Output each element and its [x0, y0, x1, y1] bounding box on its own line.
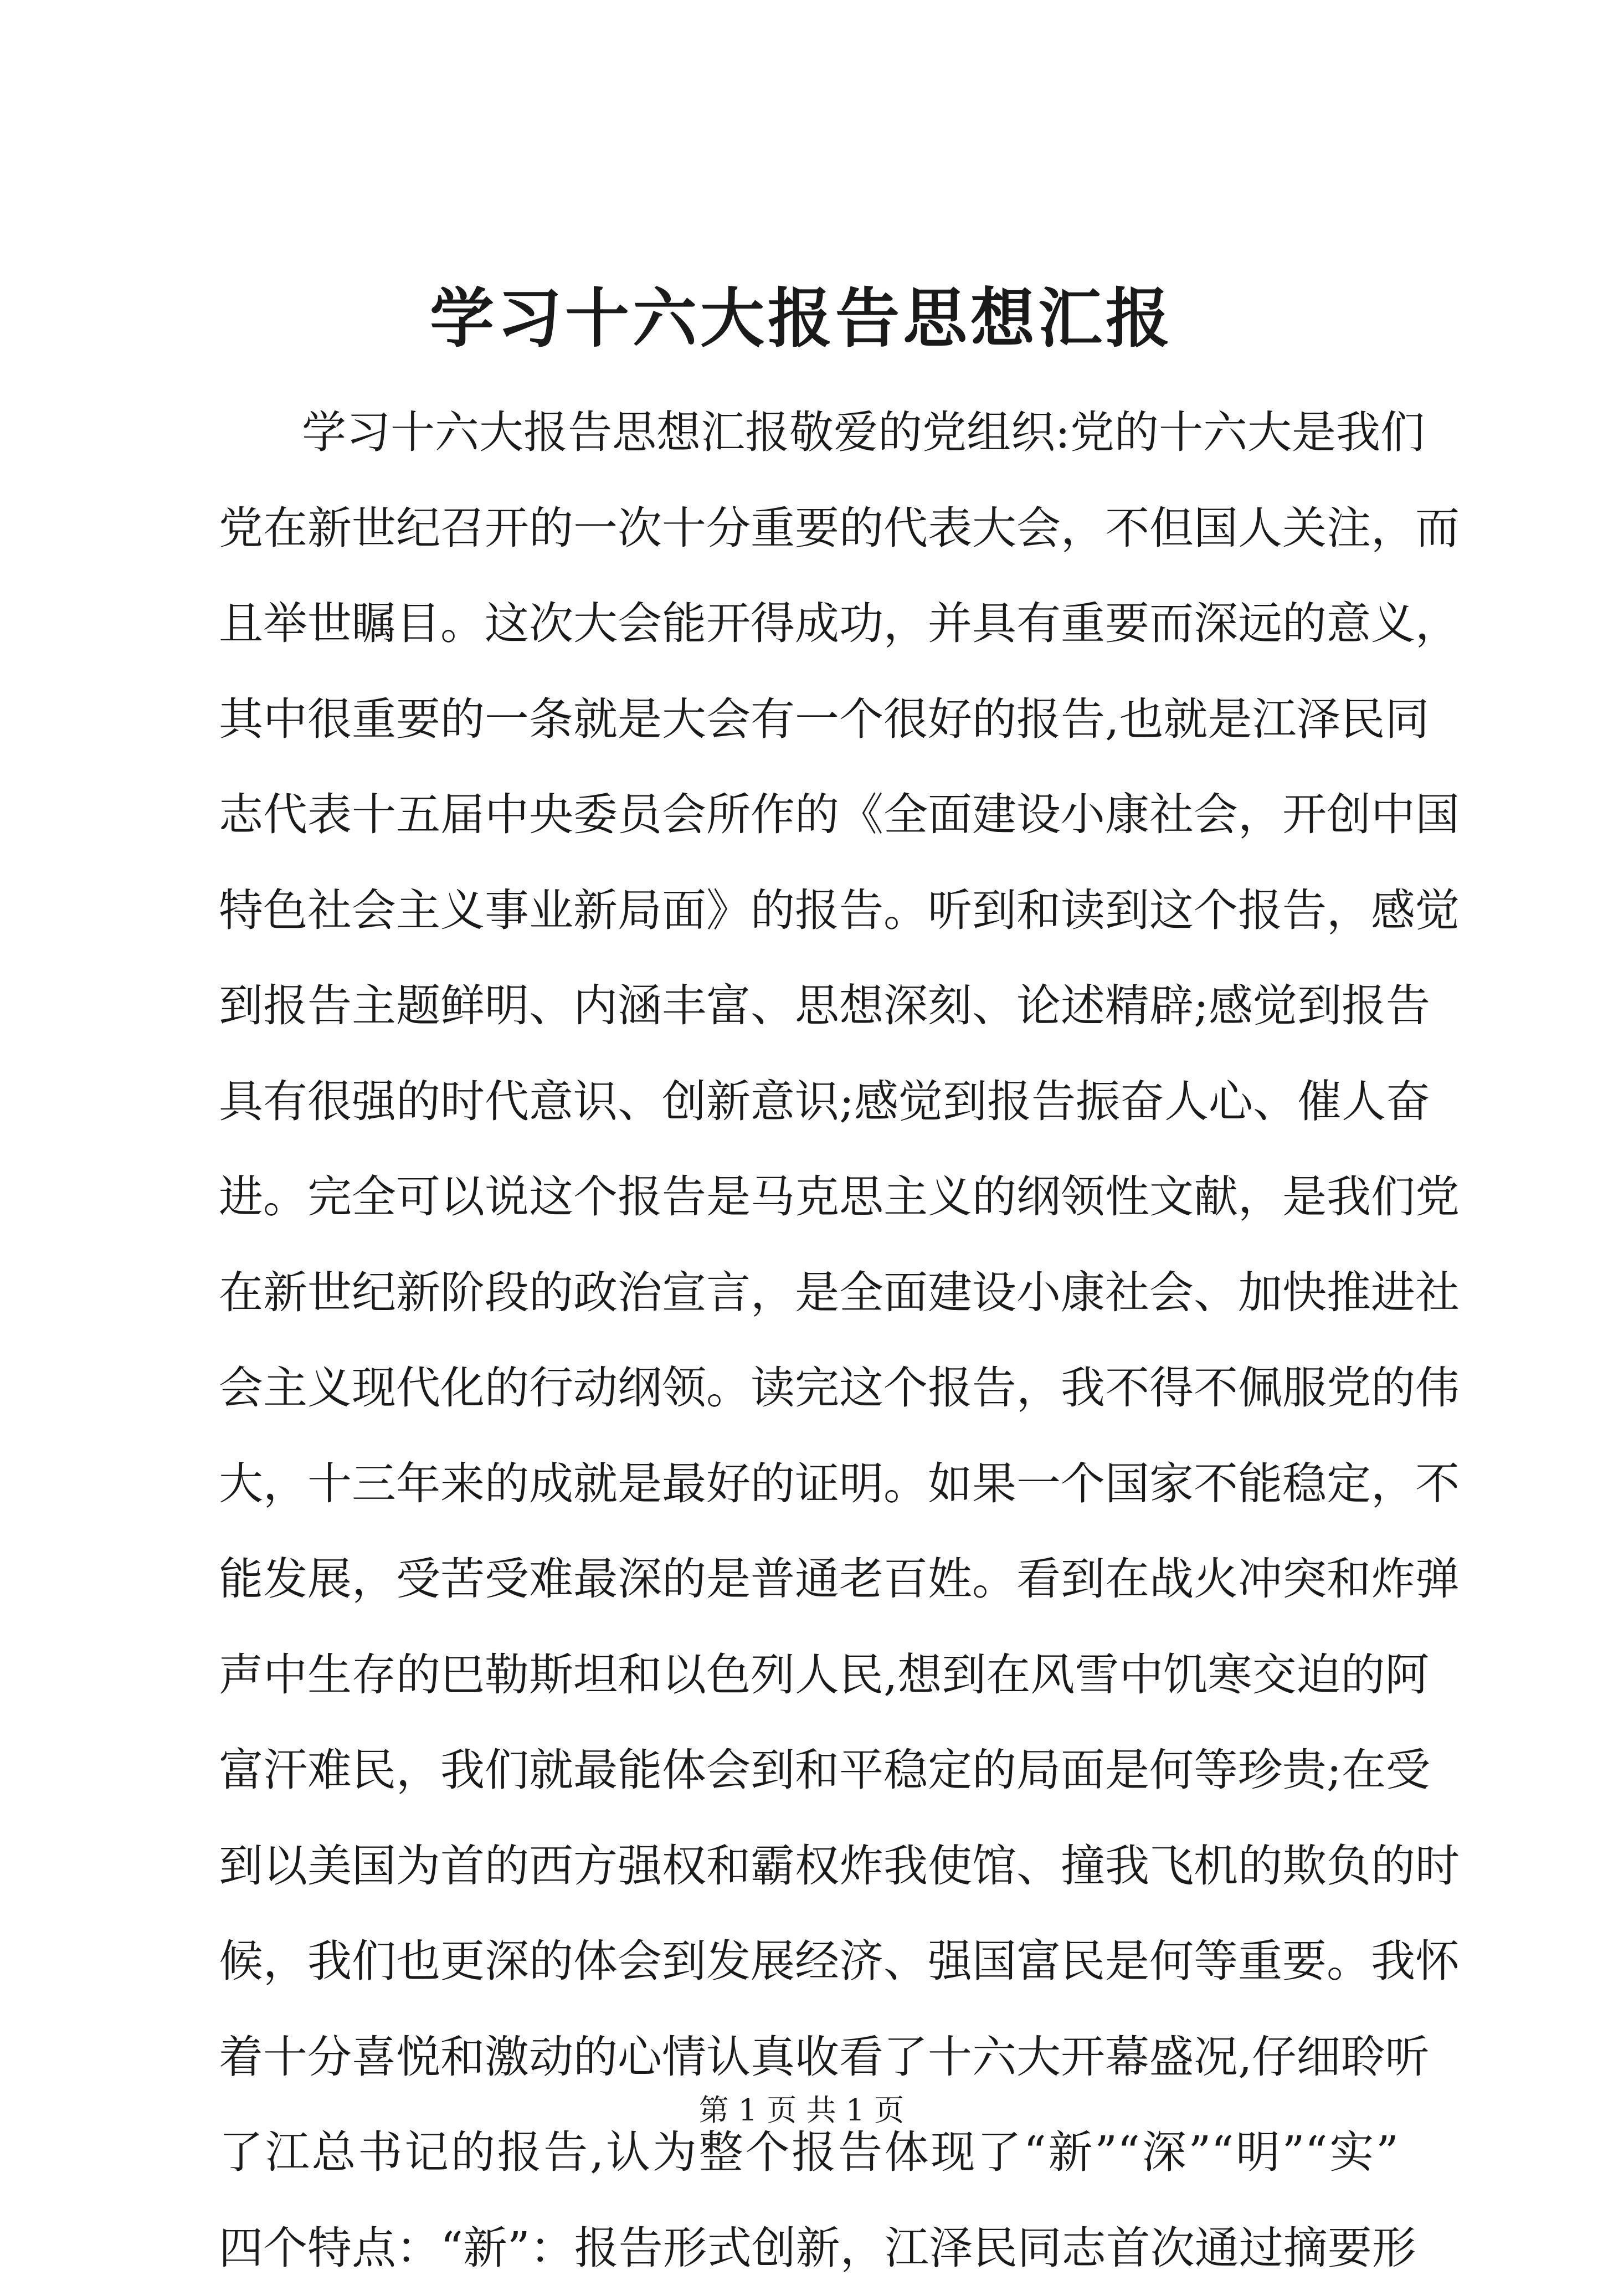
body-line: 进。完全可以说这个报告是马克思主义的纲领性文献，是我们党	[219, 1149, 1399, 1245]
body-line: 特色社会主义事业新局面》的报告。听到和读到这个报告，感觉	[219, 863, 1399, 959]
body-line: 且举世瞩目。这次大会能开得成功，并具有重要而深远的意义，	[219, 576, 1399, 672]
body-line: 其中很重要的一条就是大会有一个很好的报告,也就是江泽民同	[219, 672, 1399, 768]
body-line: 学习十六大报告思想汇报敬爱的党组织:党的十六大是我们	[219, 385, 1399, 481]
body-line: 四个特点：“新”：报告形式创新，江泽民同志首次通过摘要形	[219, 2201, 1399, 2296]
body-line: 候，我们也更深的体会到发展经济、强国富民是何等重要。我怀	[219, 1914, 1399, 2010]
body-line: 具有很强的时代意识、创新意识;感觉到报告振奋人心、催人奋	[219, 1054, 1399, 1150]
body-line: 声中生存的巴勒斯坦和以色列人民,想到在风雪中饥寒交迫的阿	[219, 1627, 1399, 1723]
document-body	[219, 385, 1399, 2296]
body-line: 着十分喜悦和激动的心情认真收看了十六大开幕盛况,仔细聆听	[219, 2010, 1399, 2105]
body-line: 到以美国为首的西方强权和霸权炸我使馆、撞我飞机的欺负的时	[219, 1819, 1399, 1914]
body-line: 大，十三年来的成就是最好的证明。如果一个国家不能稳定，不	[219, 1436, 1399, 1532]
page-footer: 第 1 页 共 1 页	[0, 2091, 1603, 2130]
body-line: 党在新世纪召开的一次十分重要的代表大会，不但国人关注，而	[219, 481, 1399, 577]
body-line: 能发展，受苦受难最深的是普通老百姓。看到在战火冲突和炸弹	[219, 1532, 1399, 1627]
body-line: 富汗难民，我们就最能体会到和平稳定的局面是何等珍贵;在受	[219, 1723, 1399, 1819]
document-title: 学习十六大报告思想汇报	[0, 280, 1603, 357]
body-line: 志代表十五届中央委员会所作的《全面建设小康社会，开创中国	[219, 767, 1399, 863]
body-line: 到报告主题鲜明、内涵丰富、思想深刻、论述精辟;感觉到报告	[219, 958, 1399, 1054]
body-line: 了江总书记的报告,认为整个报告体现了“新”“深”“明”“实”	[219, 2105, 1399, 2201]
body-line: 会主义现代化的行动纲领。读完这个报告，我不得不佩服党的伟	[219, 1340, 1399, 1436]
body-line: 在新世纪新阶段的政治宣言，是全面建设小康社会、加快推进社	[219, 1245, 1399, 1341]
